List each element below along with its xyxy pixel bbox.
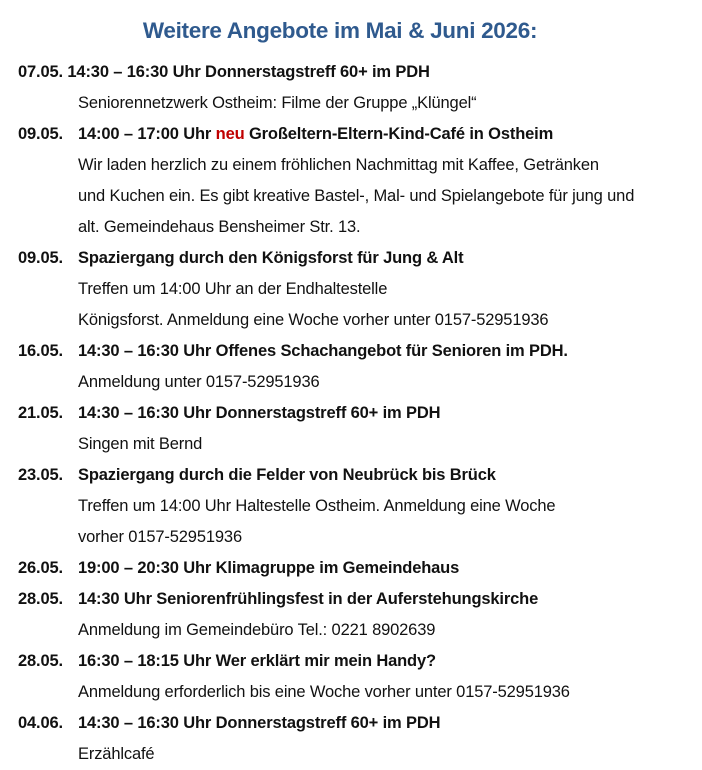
event-headline: 19:00 – 20:30 Uhr Klimagruppe im Gemeindehaus	[78, 559, 460, 577]
new-badge: neu	[215, 125, 245, 143]
event-detail-row	[0, 305, 702, 336]
event-detail: Treffen um 14:00 Uhr an der Endhaltestelle	[78, 280, 388, 298]
event-detail: Erzählcafé	[78, 745, 155, 763]
event-detail-row	[0, 615, 702, 646]
event-headline: Spaziergang durch den Königsforst für Jung & Alt	[78, 249, 464, 267]
event-headline-row	[0, 398, 702, 429]
event-detail-row	[0, 274, 702, 305]
event-date: 21.05.	[18, 404, 63, 422]
event-detail: Königsforst. Anmeldung eine Woche vorher unter 0157-52951936	[78, 311, 549, 329]
event-detail-row	[0, 491, 702, 522]
event-headline: 14:30 – 16:30 Uhr Donnerstagstreff 60+ im PDH	[78, 714, 441, 732]
event-detail: Anmeldung unter 0157-52951936	[78, 373, 320, 391]
event-detail-row	[0, 181, 702, 212]
event-date-time-text: 07.05. 14:30 – 16:30 Uhr	[18, 63, 201, 81]
event-date: 09.05.	[18, 249, 63, 267]
event-headline-row	[0, 243, 702, 274]
event-detail: vorher 0157-52951936	[78, 528, 242, 546]
event-headline-row	[0, 646, 702, 677]
event-detail-row	[0, 677, 702, 708]
event-headline-row	[0, 708, 702, 739]
event-detail-row	[0, 88, 702, 119]
event-headline: 14:30 – 16:30 Uhr Donnerstagstreff 60+ im PDH	[78, 404, 441, 422]
event-date: 28.05.	[18, 590, 63, 608]
event-date: 09.05.	[18, 125, 63, 143]
event-date-time	[18, 57, 430, 88]
event-headline: 14:30 – 16:30 Uhr Offenes Schachangebot für Senioren im PDH.	[78, 342, 568, 360]
event-headline-group	[78, 119, 553, 150]
event-detail-row	[0, 522, 702, 553]
page-title	[0, 18, 680, 44]
event-headline-row	[0, 119, 702, 150]
event-detail: Singen mit Bernd	[78, 435, 203, 453]
event-headline-row	[0, 553, 702, 584]
event-date: 16.05.	[18, 342, 63, 360]
event-detail: Anmeldung erforderlich bis eine Woche vorher unter 0157-52951936	[78, 683, 570, 701]
event-detail-row	[0, 150, 702, 181]
event-detail: alt. Gemeindehaus Bensheimer Str. 13.	[78, 218, 361, 236]
event-detail: Anmeldung im Gemeindebüro Tel.: 0221 8902639	[78, 621, 436, 639]
event-detail: Seniorennetzwerk Ostheim: Filme der Gruppe „Klüngel“	[78, 94, 477, 112]
event-headline: Großeltern-Eltern-Kind-Café in Ostheim	[248, 125, 554, 143]
event-date: 28.05.	[18, 652, 63, 670]
event-headline: Donnerstagstreff 60+ im PDH	[205, 63, 430, 81]
event-detail: Treffen um 14:00 Uhr Haltestelle Ostheim. Anmeldung eine Woche	[78, 497, 556, 515]
event-headline-row	[0, 584, 702, 615]
event-detail-row	[0, 429, 702, 460]
event-date: 26.05.	[18, 559, 63, 577]
event-headline: Spaziergang durch die Felder von Neubrück bis Brück	[78, 466, 496, 484]
event-time: 14:00 – 17:00 Uhr	[78, 125, 212, 143]
event-headline: 16:30 – 18:15 Uhr Wer erklärt mir mein Handy?	[78, 652, 436, 670]
title-text: Weitere Angebote im Mai & Juni 2026:	[142, 18, 538, 43]
event-detail-row	[0, 739, 702, 770]
event-headline-row	[0, 57, 702, 88]
event-date: 23.05.	[18, 466, 63, 484]
event-detail: Wir laden herzlich zu einem fröhlichen Nachmittag mit Kaffee, Getränken	[78, 156, 599, 174]
event-detail-row	[0, 212, 702, 243]
event-date: 04.06.	[18, 714, 63, 732]
event-headline-row	[0, 460, 702, 491]
event-headline-row	[0, 336, 702, 367]
event-detail: und Kuchen ein. Es gibt kreative Bastel-, Mal- und Spielangebote für jung und	[78, 187, 635, 205]
event-detail-row	[0, 367, 702, 398]
event-headline: 14:30 Uhr Seniorenfrühlingsfest in der Auferstehungskirche	[78, 590, 539, 608]
